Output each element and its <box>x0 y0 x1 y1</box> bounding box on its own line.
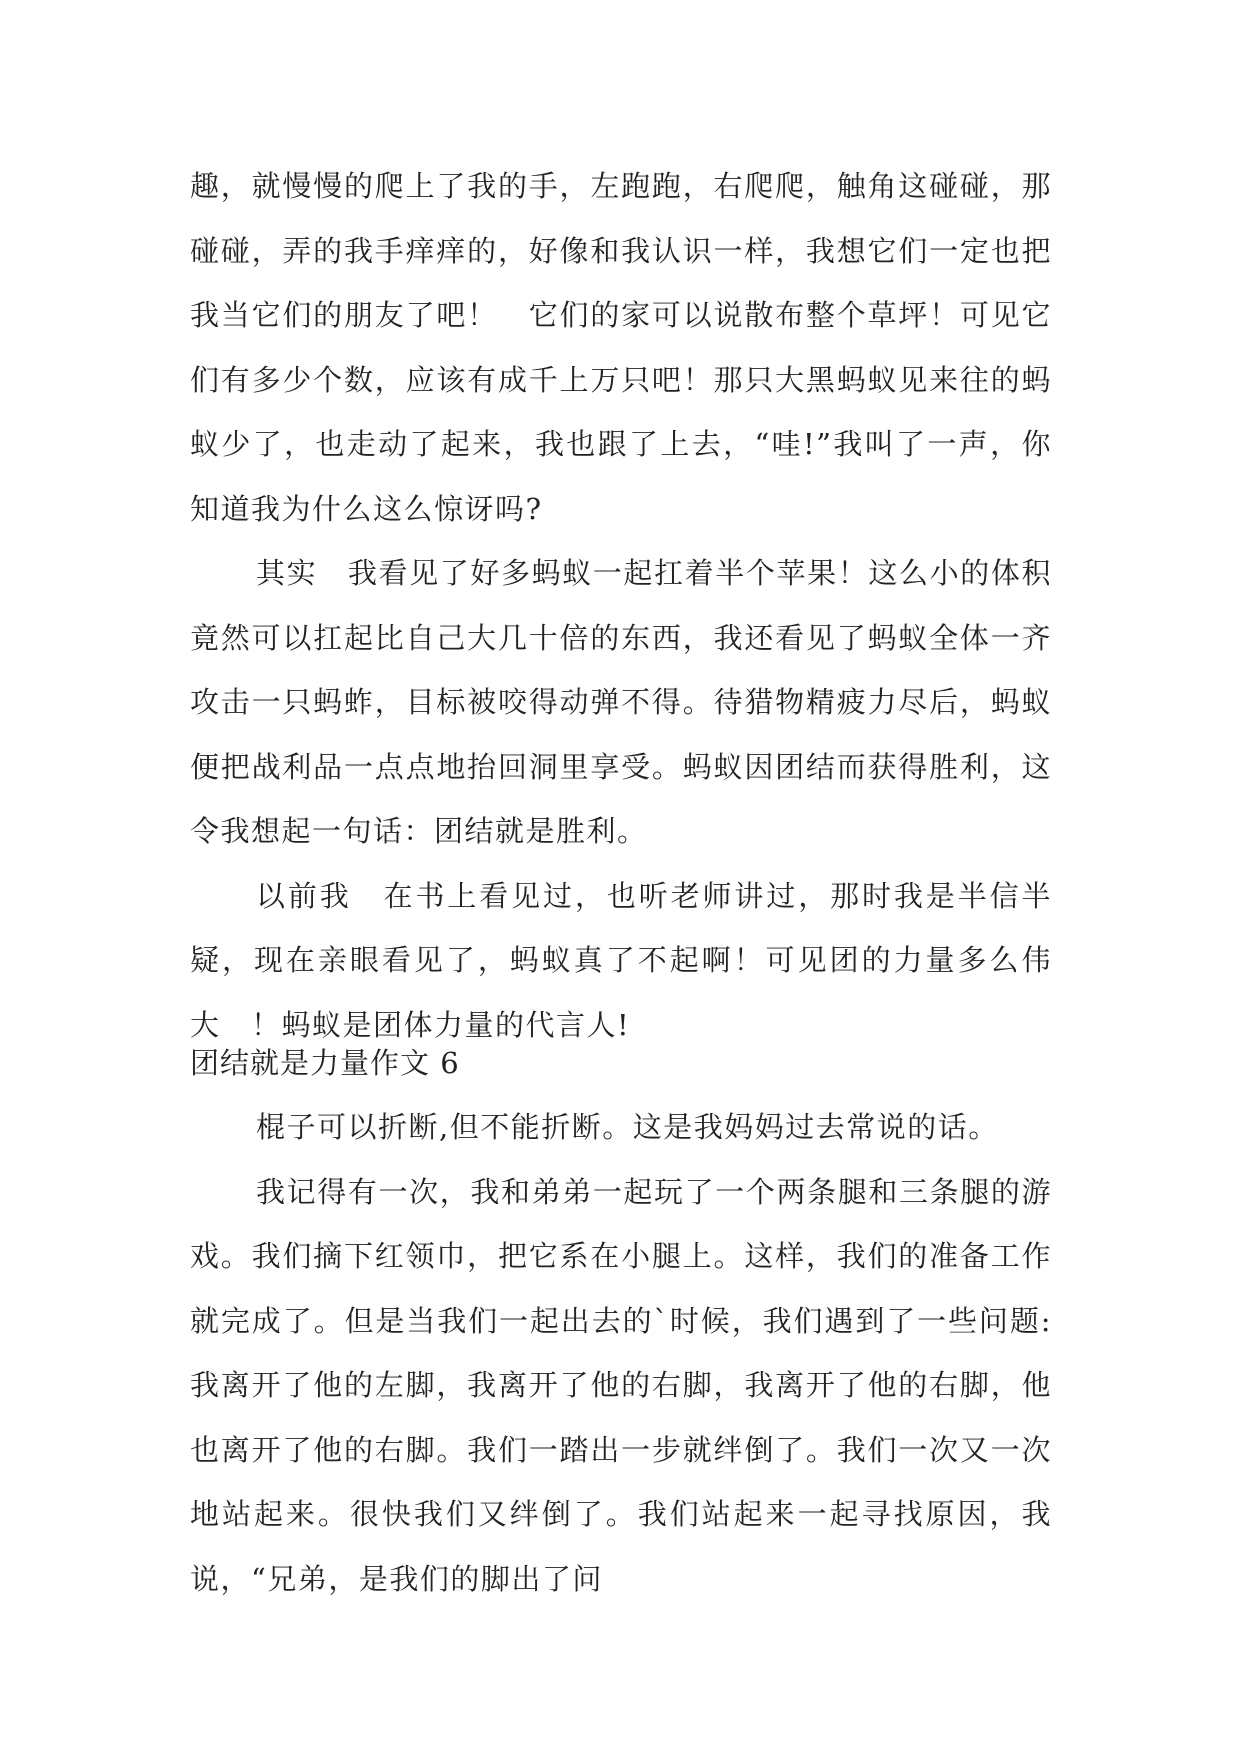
paragraph-ants-conclusion: 以前我 在书上看见过，也听老师讲过，那时我是半信半疑，现在亲眼看见了，蚂蚁真了不起啊！可见团的力量多么伟大 ！蚂蚁是团体力量的代言人! <box>190 878 1052 1042</box>
essay-section-six <box>190 1095 1052 1611</box>
paragraph-ants-carrying-apple: 其实 我看见了好多蚂蚁一起扛着半个苹果！这么小的体积竟然可以扛起比自己大几十倍的东西，我还看见了蚂蚁全体一齐攻击一只蚂蚱，目标被咬得动弹不得。待猎物精疲力尽后，蚂蚁便把战利品一点点地抬回洞里享受。蚂蚁因团结而获得胜利，这令我想起一句话：团结就是胜利。 <box>190 556 1052 848</box>
essay-section-previous <box>190 154 1052 1057</box>
paragraph-three-legged-game: 我记得有一次，我和弟弟一起玩了一个两条腿和三条腿的游戏。我们摘下红领巾，把它系在小腿上。这样，我们的准备工作就完成了。但是当我们一起出去的`时候，我们遇到了一些问题:我离开了他的左脚，我离开了他的右脚，我离开了他的右脚，他也离开了他的右脚。我们一踏出一步就绊倒了。我们一次又一次地站起来。很快我们又绊倒了。我们站起来一起寻找原因，我说，“兄弟，是我们的脚出了问 <box>190 1174 1052 1596</box>
essay-title: 团结就是力量作文 6 <box>190 1046 460 1080</box>
paragraph-stick-saying: 棍子可以折断,但不能折断。这是我妈妈过去常说的话。 <box>256 1110 999 1144</box>
paragraph-continuation: 趣，就慢慢的爬上了我的手，左跑跑，右爬爬，触角这碰碰，那碰碰，弄的我手痒痒的，好像和我认识一样，我想它们一定也把我当它们的朋友了吧！ 它们的家可以说散布整个草坪！可见它们有多少个数，应该有成千上万只吧！那只大黑蚂蚁见来往的蚂蚁少了，也走动了起来，我也跟了上去，“哇!”我叫了一声，你知道我为什么这么惊讶吗? <box>190 169 1052 526</box>
